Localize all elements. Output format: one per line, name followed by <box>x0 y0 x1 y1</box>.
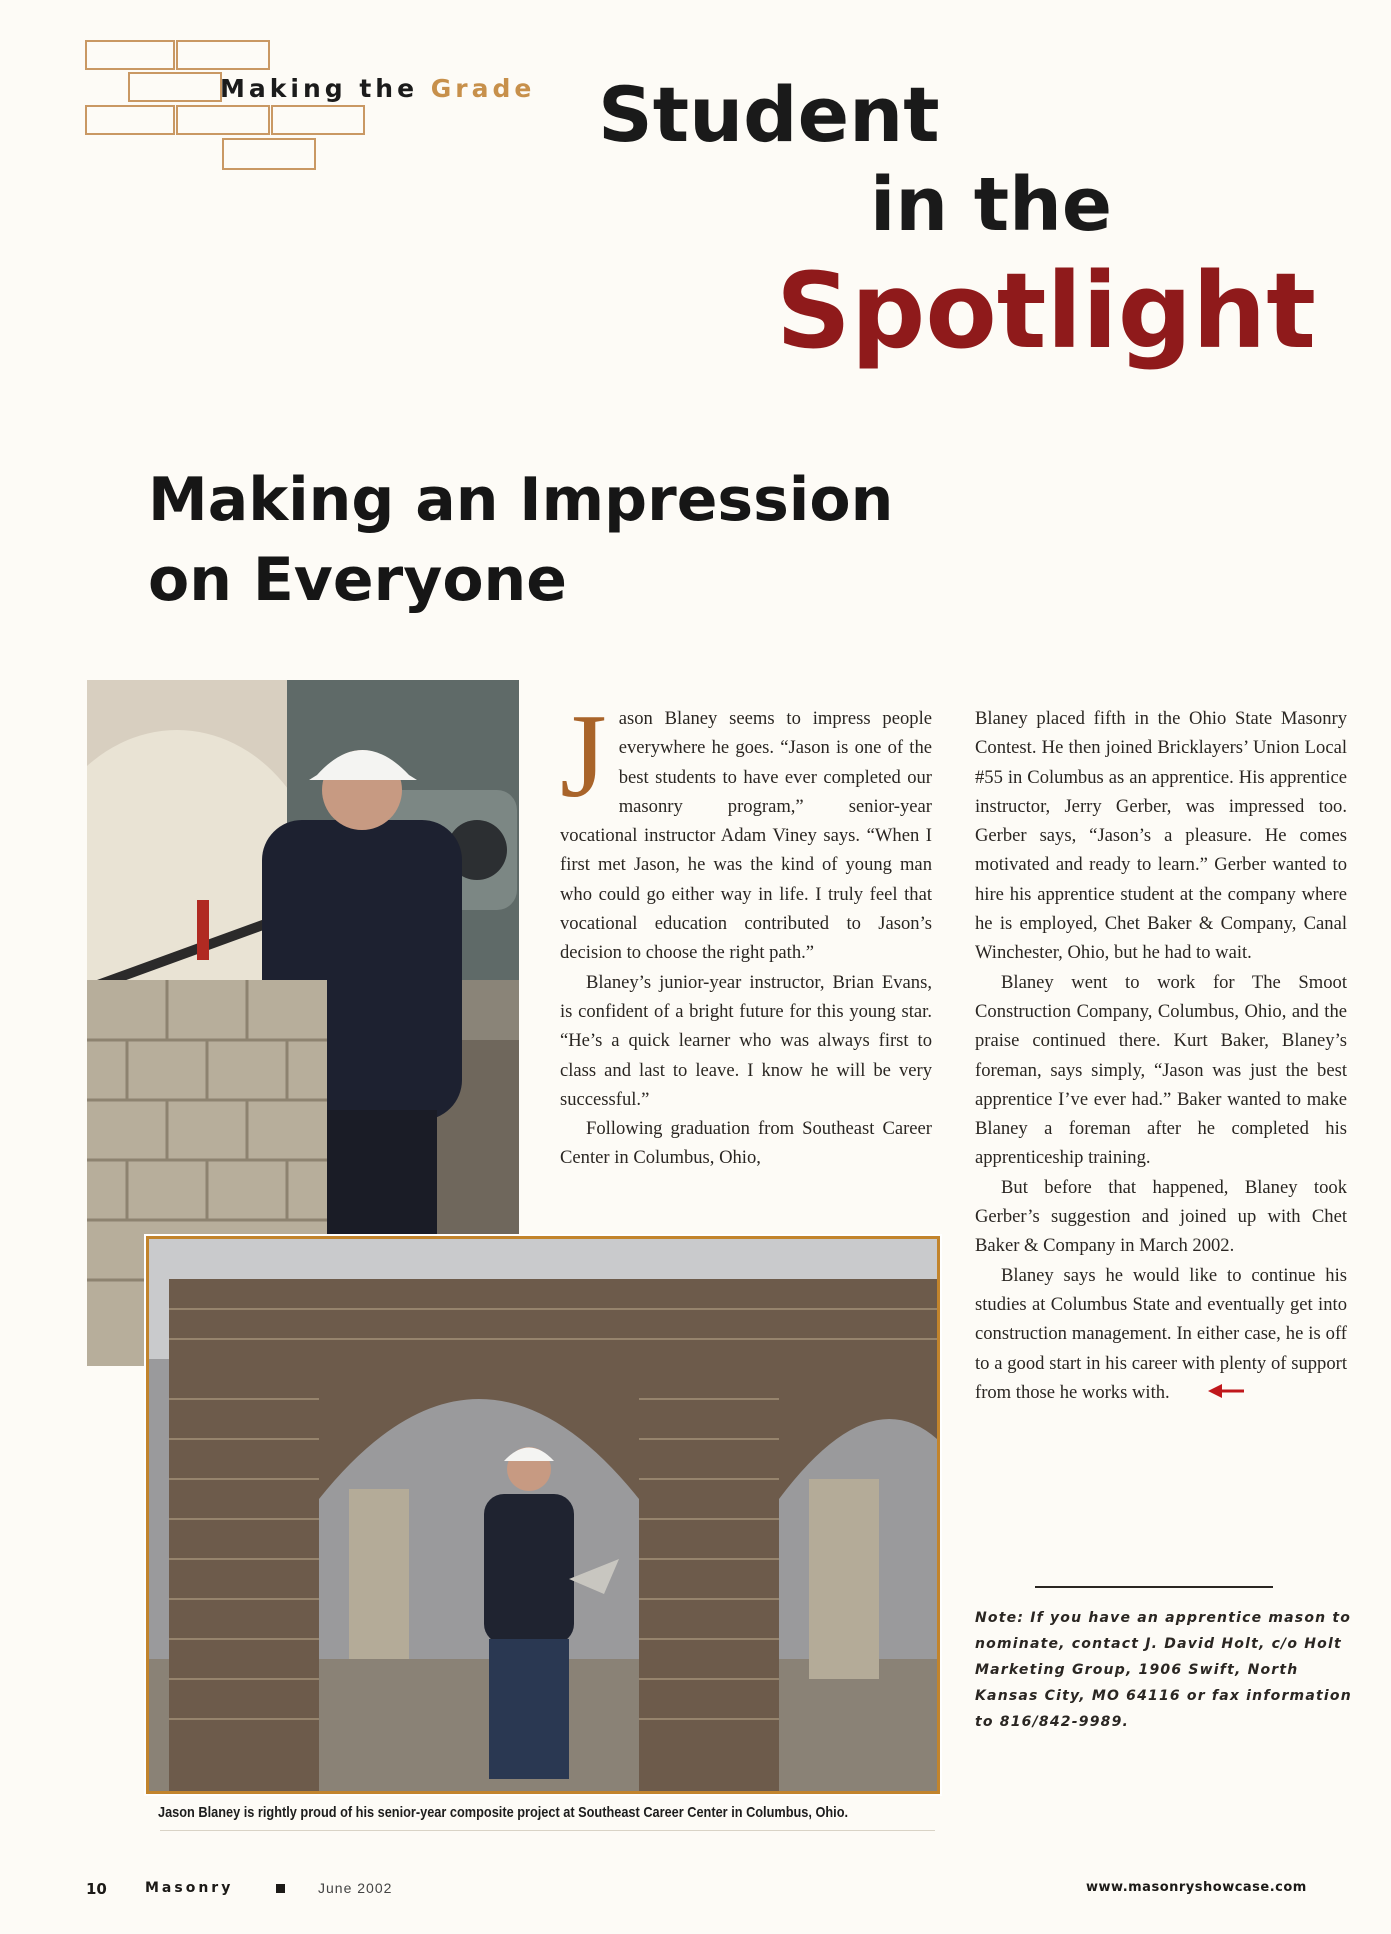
paragraph: Blaney says he would like to continue his studies at Columbus State and eventually get into construction management. In either case, he is off to a good start in his career with plenty of support from those he works with. <box>975 1261 1347 1409</box>
paragraph: Following graduation from Southeast Career Center in Columbus, Ohio, <box>560 1118 932 1169</box>
photo-brick-arches <box>146 1236 940 1794</box>
page-title-line2: in the <box>870 162 1113 248</box>
paragraph: Jason Blaney seems to impress people everywhere he goes. “Jason is one of the best students to have ever completed our masonry program,” senior-year vocational instructor Adam Viney says. “When I first met Jason, he was the kind of young man who could go either way in life. I truly feel that vocational education contributed to Jason’s decision to choose the right path.” <box>560 689 932 964</box>
kicker-prefix: Making the <box>220 74 419 103</box>
magazine-name: Masonry <box>145 1880 234 1896</box>
paragraph: Blaney’s junior-year instructor, Brian Evans, is confident of a bright future for this young star. “He’s a quick learner who was always first to class and last to leave. I know he will be very successful.” <box>560 971 932 1110</box>
caption-divider <box>160 1830 935 1831</box>
article-column-1 <box>560 689 932 1173</box>
nomination-note: Note: If you have an apprentice mason to nominate, contact J. David Holt, c/o Holt Marketing Group, 1906 Swift, North Kansas City, MO 64116 or fax information to 816/842-9989. <box>975 1610 1352 1730</box>
paragraph: But before that happened, Blaney took Gerber’s suggestion and joined up with Chet Baker & Company in March 2002. <box>975 1176 1347 1257</box>
article-column-2 <box>975 704 1347 1408</box>
page-title-line1: Student <box>598 70 940 159</box>
drop-cap: J <box>560 689 607 822</box>
website-url[interactable]: www.masonryshowcase.com <box>1086 1880 1307 1895</box>
trowel-icon <box>1180 1379 1246 1408</box>
paragraph: Blaney went to work for The Smoot Construction Company, Columbus, Ohio, and the praise continued there. Kurt Baker, Blaney’s foreman, says simply, “Jason was just the best apprentice I’ve ever had.” Baker wanted to make Blaney a foreman after he completed his apprenticeship training. <box>975 971 1347 1169</box>
kicker-accent: Grade <box>430 74 536 103</box>
headline-line2: on Everyone <box>148 545 567 615</box>
page-title-line3: Spotlight <box>776 250 1317 372</box>
headline-line1: Making an Impression <box>148 465 894 535</box>
page-number: 10 <box>86 1880 107 1898</box>
note-divider <box>1035 1586 1273 1588</box>
footer-square-bullet <box>276 1884 285 1893</box>
photo-caption: Jason Blaney is rightly proud of his senior-year composite project at Southeast Career Center in Columbus, Ohio. <box>158 1804 849 1821</box>
paragraph: Blaney placed fifth in the Ohio State Masonry Contest. He then joined Bricklayers’ Union Local #55 in Columbus as an apprentice. His apprentice instructor, Jerry Gerber, was impressed too. Gerber says, “Jason’s a pleasure. He comes motivated and ready to learn.” Gerber wanted to hire his apprentice student at the company where he is employed, Chet Baker & Company, Canal Winchester, Ohio, but he had to wait. <box>975 708 1347 964</box>
article-headline <box>148 460 1048 620</box>
issue-date: June 2002 <box>318 1880 393 1896</box>
section-kicker <box>220 74 535 103</box>
